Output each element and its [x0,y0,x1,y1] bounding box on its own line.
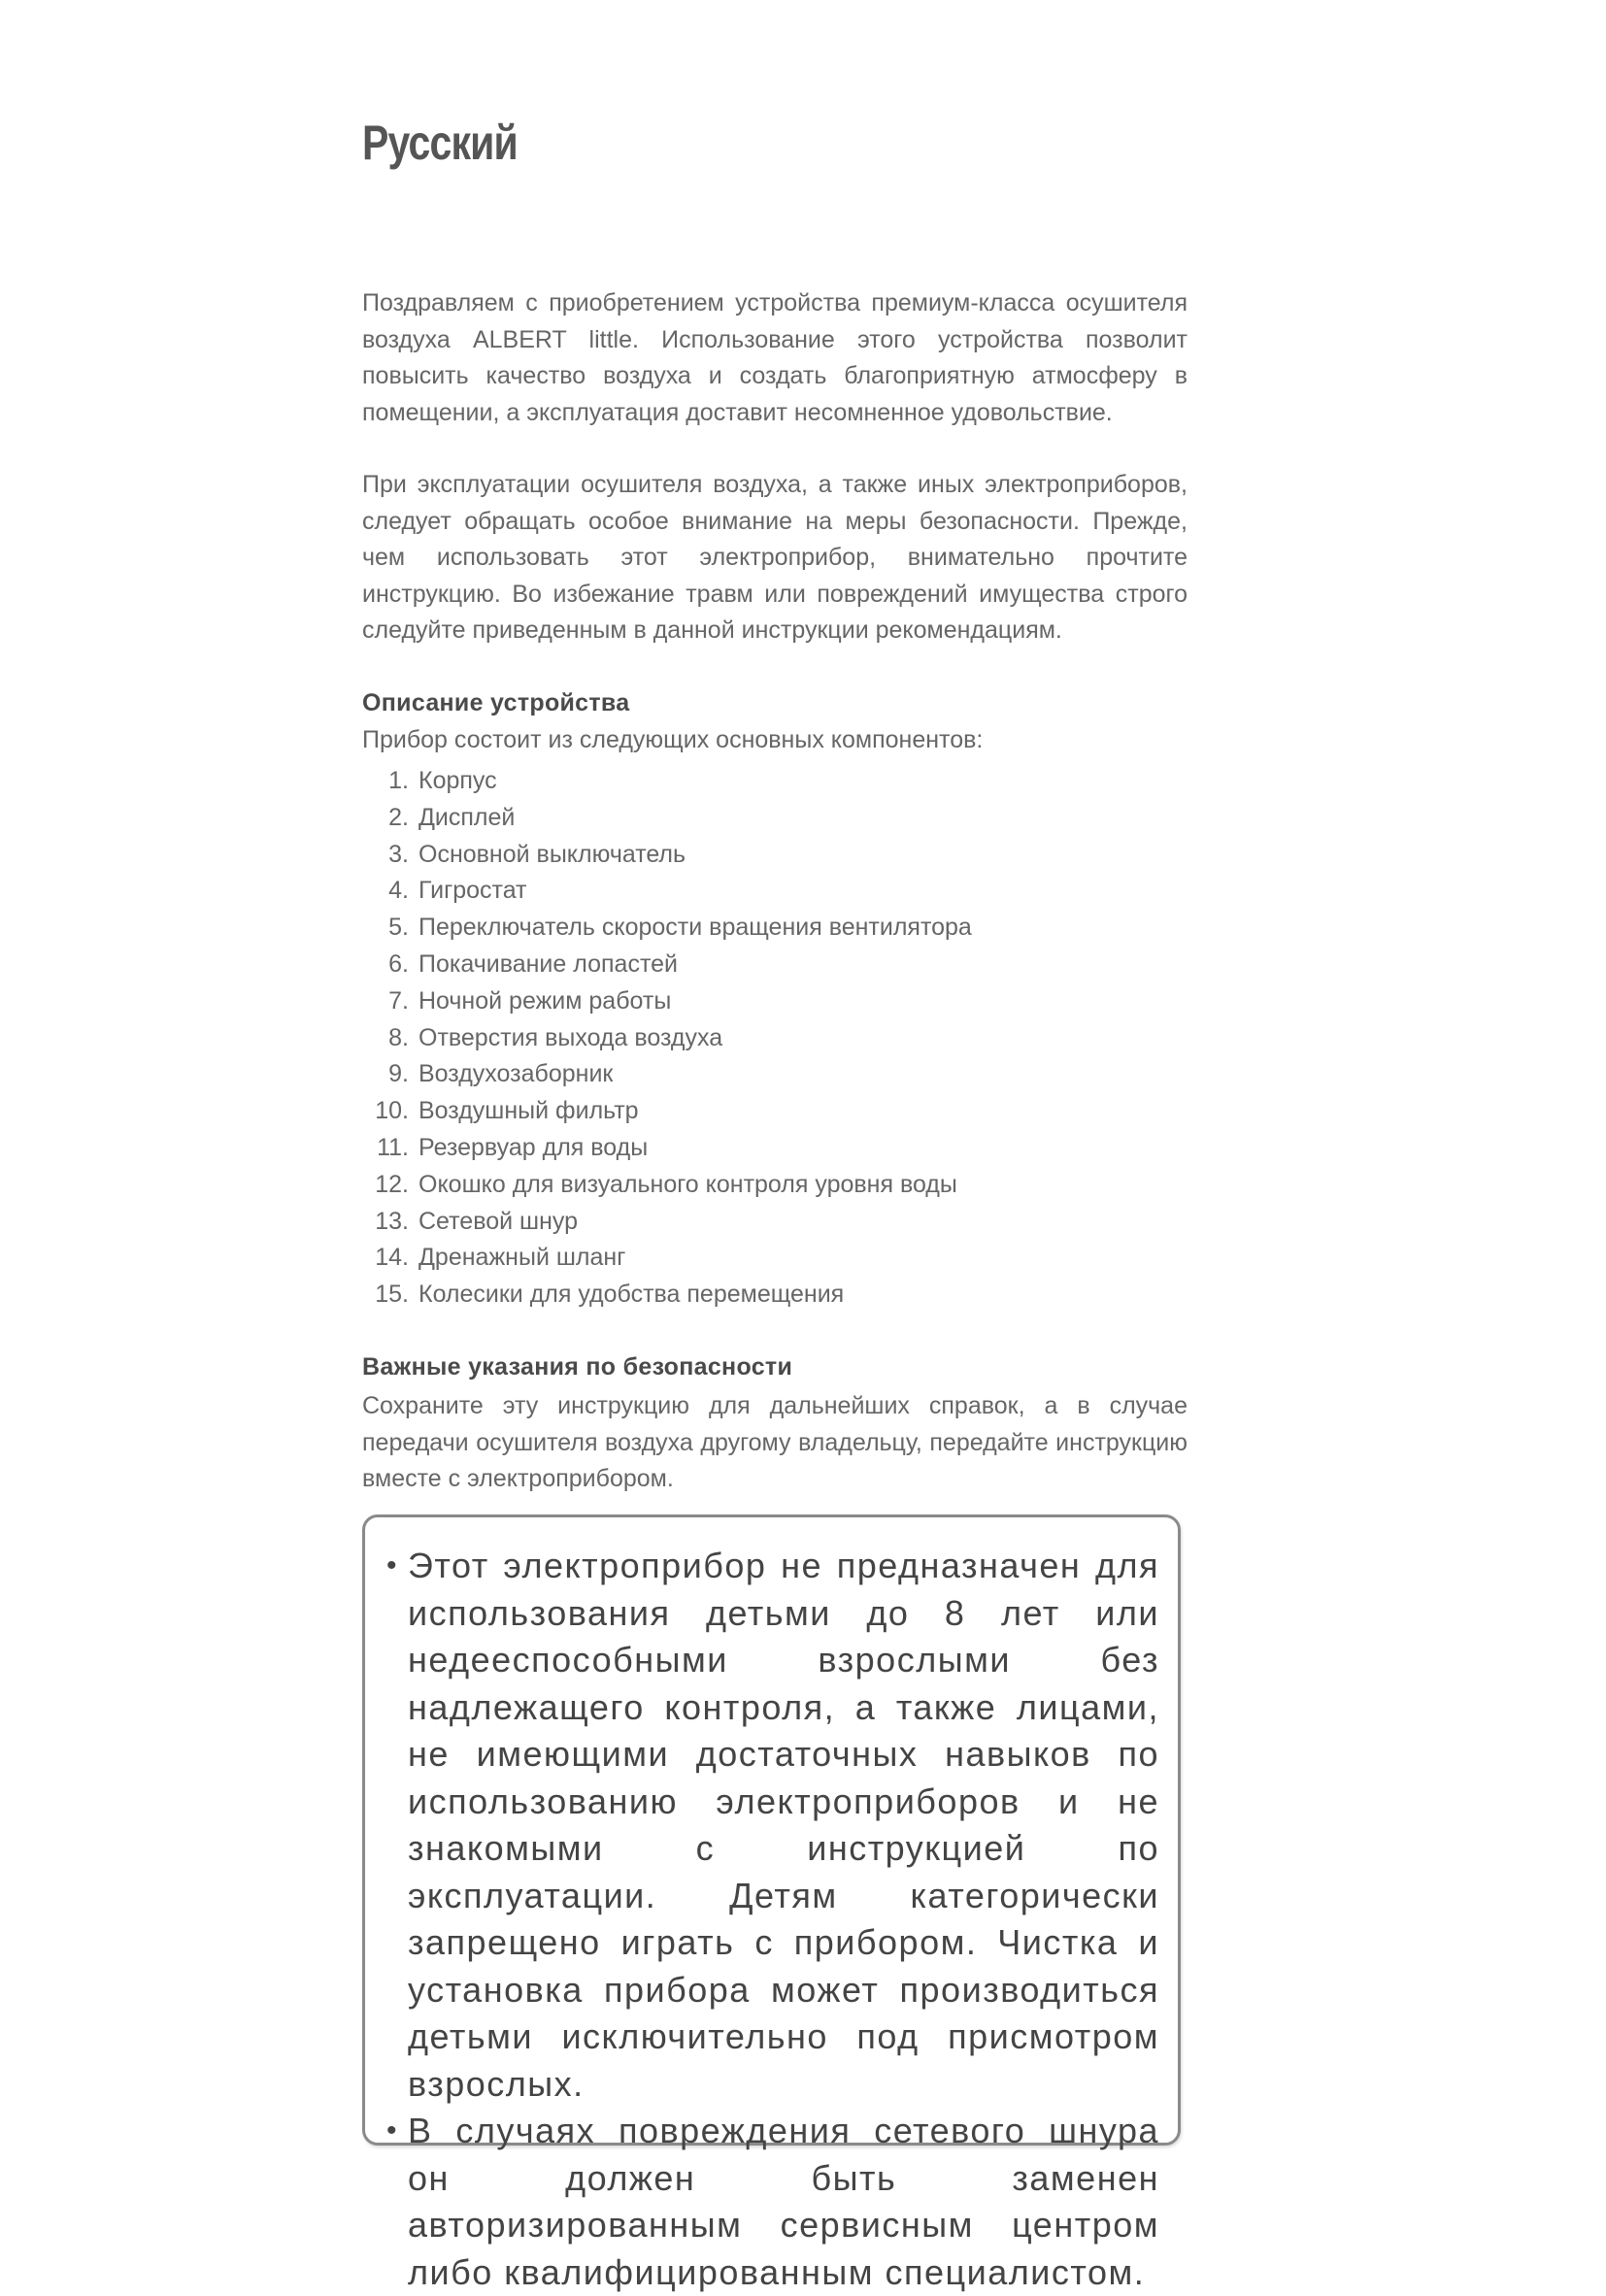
list-item-label: Сетевой шнур [418,1207,579,1235]
list-item-label: Основной выключатель [418,840,686,868]
list-item-label: Корпус [418,767,497,794]
bullet-icon: • [386,1549,399,1581]
page-title: Русский [362,116,518,170]
list-item [362,947,1158,983]
section-heading-safety: Важные указания по безопасности [362,1353,793,1381]
list-item [362,837,1158,874]
list-item-number: 4. [388,877,409,905]
intro-paragraph-congratulations: Поздравляем с приобретением устройства премиум-класса осушителя воздуха ALBERT little. Использование этого устройства позволит повысить качество воздуха и создать благоприятную атмосферу в помещении, а эксплуатация доставит несомненное удовольствие. [362,289,1188,426]
list-item-label: Воздушный фильтр [418,1097,639,1125]
list-item-number: 6. [388,949,409,978]
list-item-number: 8. [388,1023,409,1051]
list-item-number: 13. [375,1207,409,1235]
list-item [362,983,1158,1020]
list-item-label: Покачивание лопастей [418,949,678,978]
list-item [362,1277,1158,1314]
list-item [362,1167,1158,1204]
list-item-number: 9. [388,1060,409,1088]
section-heading-description: Описание устройства [362,689,630,716]
list-item-label: Воздухозаборник [418,1060,614,1088]
list-item [362,1020,1158,1057]
warning-list [386,1543,1159,2296]
list-item-label: Резервуар для воды [418,1133,649,1161]
list-item [362,1204,1158,1241]
list-item-number: 3. [388,840,409,868]
list-item-label: Окошко для визуального контроля уровня воды [418,1170,957,1198]
list-item-label: Дисплей [418,803,516,831]
list-item-number: 14. [375,1244,409,1272]
list-item [362,763,1158,800]
list-item [362,1093,1158,1130]
list-item-label: Отверстия выхода воздуха [418,1023,723,1051]
list-item-label: Переключатель скорости вращения вентилятора [418,914,972,942]
intro-paragraph-safety-note: При эксплуатации осушителя воздуха, а также иных электроприборов, следует обращать особое внимание на меры безопасности. Прежде, чем использовать этот электроприбор, внимательно прочтите инструкцию. Во избежание травм или повреждений имущества строго следуйте приведенным в данной инструкции рекомендациям. [362,471,1188,644]
list-item-number: 12. [375,1170,409,1198]
warning-text: В случаях повреждения сетевого шнура он должен быть заменен авторизированным сервисным центром либо квалифицированным специалистом. [408,2111,1159,2292]
list-item-label: Гигростат [418,877,527,905]
list-item-number: 1. [388,767,409,794]
components-intro: Прибор состоит из следующих основных компонентов: [362,726,984,753]
list-item-label: Ночной режим работы [418,986,672,1015]
warning-item [386,1543,1159,2108]
list-item-number: 10. [375,1097,409,1125]
list-item-label: Дренажный шланг [418,1244,626,1272]
list-item-number: 7. [388,986,409,1015]
warning-text: Этот электроприбор не предназначен для использования детьми до 8 лет или недееспособными взрослыми без надлежащего контроля, а также лицами, не имеющими достаточных навыков по использованию электроприборов и не знакомыми с инструкцией по эксплуатации. Детям категорически запрещено играть с прибором. Чистка и установка прибора может производиться детьми исключительно под присмотром взрослых. [408,1546,1159,2104]
list-item [362,800,1158,837]
list-item-number: 5. [388,914,409,942]
list-item [362,1056,1158,1093]
warning-item [386,2108,1159,2296]
list-item [362,873,1158,910]
list-item-number: 2. [388,803,409,831]
list-item [362,1130,1158,1167]
list-item [362,1240,1158,1277]
bullet-icon: • [386,2114,399,2146]
list-item-number: 11. [377,1133,409,1161]
safety-paragraph: Сохраните эту инструкцию для дальнейших справок, а в случае передачи осушителя воздуха другому владельцу, передайте инструкцию вместе с электроприбором. [362,1392,1188,1492]
warning-box [362,1514,1181,2292]
list-item-label: Колесики для удобства перемещения [418,1281,845,1309]
components-list [362,763,1158,1314]
list-item-number: 15. [375,1281,409,1309]
list-item [362,910,1158,947]
